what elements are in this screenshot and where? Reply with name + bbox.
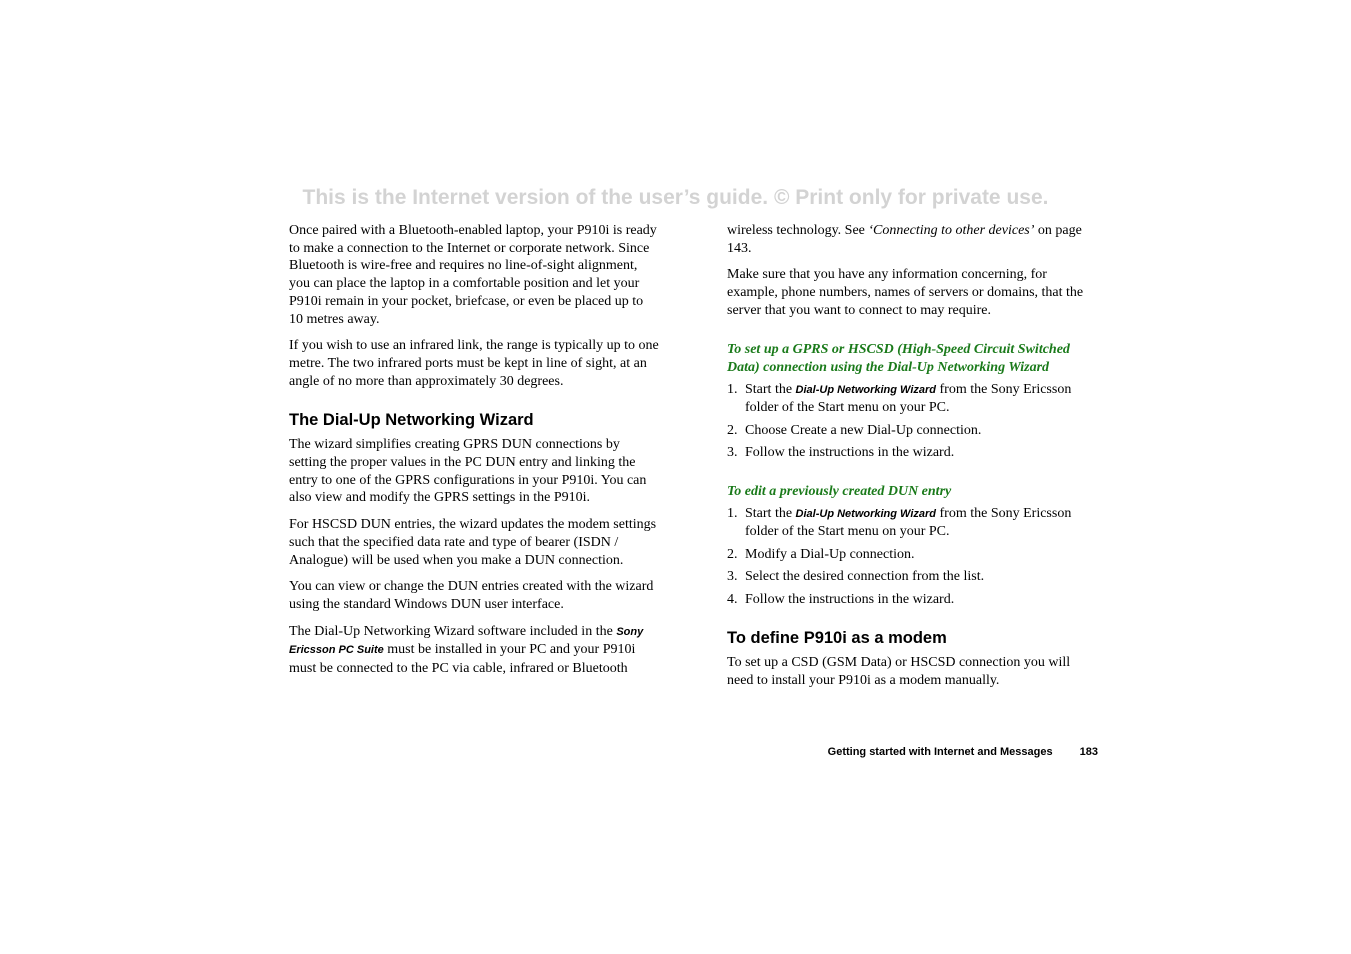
step-item xyxy=(727,381,1097,417)
pc-suite-name: Sony Ericsson PC Suite xyxy=(289,625,644,657)
step-item xyxy=(727,444,1097,462)
step-number: 1. xyxy=(727,381,738,397)
step-item xyxy=(727,591,1097,609)
page-footer xyxy=(700,746,1098,758)
heading-define-modem: To define P910i as a modem xyxy=(727,629,947,648)
step-item xyxy=(727,505,1097,541)
step-text: Modify a Dial-Up connection. xyxy=(745,546,915,562)
right-column xyxy=(727,222,1097,698)
step-text: Choose Create a new Dial-Up connection. xyxy=(745,422,982,438)
paragraph-bluetooth-pairing: Once paired with a Bluetooth-enabled laptop, your P910i is ready to make a connection to the Internet or corporate network. Since Bluetooth is wire-free and requires no line-of-sight alignment, you can place the laptop in a comfortable position and let your P910i remain in your pocket, briefcase, or even be placed up to 10 metres away. xyxy=(289,223,657,327)
reference-text-post: on page 143. xyxy=(727,223,1082,256)
step-text: Follow the instructions in the wizard. xyxy=(745,445,955,461)
paragraph-pc-suite xyxy=(289,623,659,678)
pc-suite-text-pre: The Dial-Up Networking Wizard software included in the xyxy=(289,623,613,639)
page-number: 183 xyxy=(1079,746,1098,758)
paragraph-wizard-gprs: The wizard simplifies creating GPRS DUN connections by setting the proper values in the PC DUN entry and linking the entry to one of the GPRS configurations in your P910i. You can also view and modify the GPRS settings in the P910i. xyxy=(289,437,647,506)
pc-suite-text-post: must be installed in your PC and your P910i must be connected to the PC via cable, infrared or Bluetooth xyxy=(289,642,636,677)
procedure-steps-setup xyxy=(727,381,1097,462)
step-number: 2. xyxy=(727,546,738,562)
heading-dial-up-wizard: The Dial-Up Networking Wizard xyxy=(289,411,534,430)
paragraph-modem-setup: To set up a CSD (GSM Data) or HSCSD connection you will need to install your P910i as a modem manually. xyxy=(727,655,1071,688)
procedure-steps-edit xyxy=(727,505,1097,609)
step-number: 1. xyxy=(727,505,738,521)
paragraph-wireless-reference xyxy=(727,222,1097,257)
paragraph-infrared-range: If you wish to use an infrared link, the range is typically up to one metre. The two infrared ports must be kept in line of sight, at an angle of no more than approximately 30 degrees. xyxy=(289,338,659,389)
step-text: Start the Dial-Up Networking Wizard from the Sony Ericsson folder of the Start menu on your PC. xyxy=(745,505,1072,540)
step-number: 3. xyxy=(727,445,738,461)
cross-reference-link[interactable]: ‘Connecting to other devices’ xyxy=(868,223,1035,238)
wizard-name: Dial-Up Networking Wizard xyxy=(795,507,937,520)
footer-section-title: Getting started with Internet and Messages xyxy=(827,746,1053,758)
paragraph-wizard-hscsd: For HSCSD DUN entries, the wizard updates the modem settings such that the specified data rate and type of bearer (ISDN / Analogue) will be used when you make a DUN connection. xyxy=(289,517,657,568)
procedure-title-setup-connection: To set up a GPRS or HSCSD (High-Speed Circuit Switched Data) connection using the Dial-Up Networking Wizard xyxy=(727,341,1070,375)
step-item xyxy=(727,546,1097,564)
left-column xyxy=(289,222,659,687)
step-item xyxy=(727,422,1097,440)
step-number: 4. xyxy=(727,591,738,607)
procedure-title-edit-entry: To edit a previously created DUN entry xyxy=(727,483,952,499)
paragraph-server-info: Make sure that you have any information concerning, for example, phone numbers, names of servers or domains, that the server that you want to connect to may require. xyxy=(727,267,1084,318)
step-text: Start the Dial-Up Networking Wizard from the Sony Ericsson folder of the Start menu on your PC. xyxy=(745,381,1072,416)
wizard-name: Dial-Up Networking Wizard xyxy=(795,383,937,396)
step-text: Follow the instructions in the wizard. xyxy=(745,591,955,607)
step-text: Select the desired connection from the list. xyxy=(745,569,985,585)
step-number: 2. xyxy=(727,422,738,438)
watermark-banner: This is the Internet version of the user’s guide. © Print only for private use. xyxy=(302,186,1049,209)
step-item xyxy=(727,568,1097,586)
reference-text-pre: wireless technology. See xyxy=(727,223,865,238)
step-number: 3. xyxy=(727,569,738,585)
paragraph-view-entries: You can view or change the DUN entries created with the wizard using the standard Windows DUN user interface. xyxy=(289,579,654,612)
